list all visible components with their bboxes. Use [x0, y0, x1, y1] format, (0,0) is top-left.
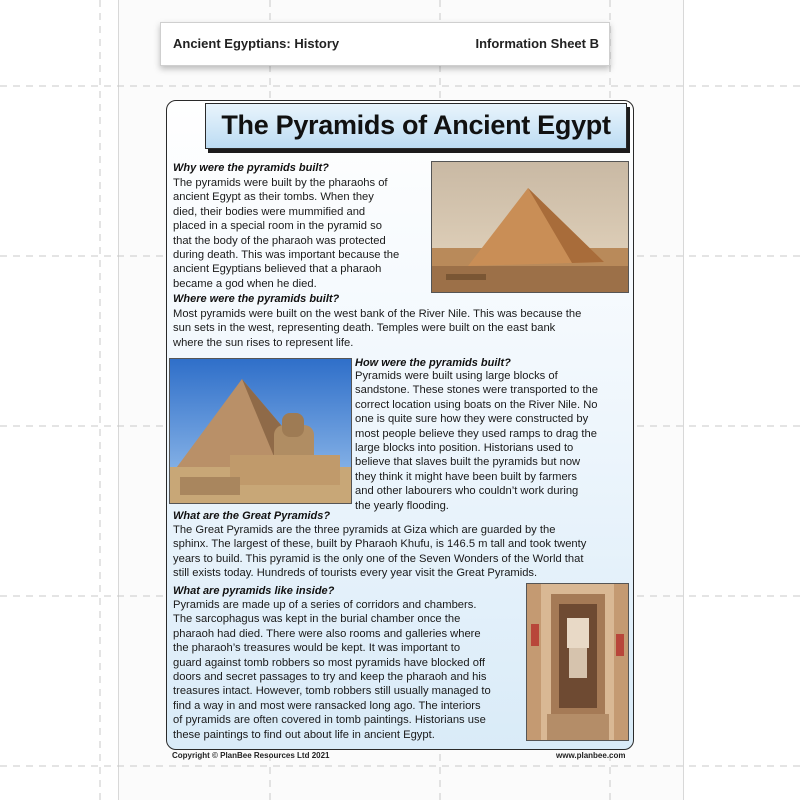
text-line: became a god when he died. — [173, 277, 317, 290]
page-title: The Pyramids of Ancient Egypt — [221, 110, 611, 140]
text-line: guard against tomb robbers so most pyramids have blocked off — [173, 656, 485, 669]
text-line: find a way in and most were ransacked long ago. The interiors — [173, 699, 481, 712]
text-line: of pyramids are often covered in tomb paintings. Historians use — [173, 714, 486, 727]
text-line: they think it might have been built by farmers — [355, 470, 577, 483]
text-line: these paintings to find out about life in ancient Egypt. — [173, 728, 435, 741]
text-line: and other labourers who couldn’t work during — [355, 485, 579, 498]
text-line: Pyramids were built using large blocks of — [355, 370, 558, 382]
text-line: Pyramids are made up of a series of corridors and chambers. — [173, 599, 477, 611]
text-line: the yearly flooding. — [355, 499, 449, 512]
text-line: treasures intact. However, tomb robbers still usually managed to — [173, 685, 491, 698]
footer-copyright: Copyright © PlanBee Resources Ltd 2021 — [172, 751, 330, 760]
section-text-inside — [173, 598, 523, 742]
section-text-why — [173, 176, 429, 291]
text-line: one is quite sure how they were constructed by — [355, 413, 589, 426]
header-box — [160, 22, 610, 66]
section-heading-why: Why were the pyramids built? — [173, 162, 329, 174]
section-heading-great-pyramids: What are the Great Pyramids? — [173, 510, 331, 522]
text-line: The pyramids were built by the pharaohs of — [173, 177, 388, 189]
title-bar — [205, 103, 627, 149]
footer-website: www.planbee.com — [556, 751, 626, 760]
tomb-interior-photo — [526, 583, 629, 741]
section-text-how — [355, 369, 631, 513]
text-line: correct location using boats on the River Nile. No — [355, 398, 598, 411]
header-subject: Ancient Egyptians: History — [173, 36, 340, 51]
header-sheet-label: Information Sheet B — [475, 36, 599, 51]
text-line: placed in a special room in the pyramid so — [173, 220, 382, 233]
text-line: The Great Pyramids are the three pyramids at Giza which are guarded by the — [173, 524, 556, 536]
text-line: large blocks into position. Historians used to — [355, 442, 574, 455]
text-line: where the sun rises to represent life. — [173, 336, 354, 349]
text-line: believe that slaves built the pyramids but now — [355, 456, 581, 469]
text-line: most people believe they used ramps to drag the — [355, 427, 597, 440]
text-line: ancient Egypt as their tombs. When they — [173, 191, 374, 204]
section-text-where — [173, 307, 628, 350]
text-line: years to build. This pyramid is the only one of the Seven Wonders of the World that — [173, 552, 584, 565]
text-line: during death. This was important because the — [173, 249, 400, 262]
great-pyramid-photo — [431, 161, 629, 293]
text-line: ancient Egyptians believed that a pharaoh — [173, 263, 382, 276]
section-heading-how: How were the pyramids built? — [355, 357, 511, 369]
text-line: the pharaoh’s treasures would be kept. It was important to — [173, 642, 461, 655]
section-text-great-pyramids — [173, 523, 628, 581]
text-line: Most pyramids were built on the west bank of the River Nile. This was because the — [173, 308, 582, 320]
text-line: pharaoh had died. There were also rooms and galleries where — [173, 627, 481, 640]
text-line: doors and secret passages to try and keep the pharaoh and his — [173, 671, 487, 684]
text-line: still exists today. Hundreds of tourists every year visit the Great Pyramids. — [173, 567, 538, 580]
text-line: that the body of the pharaoh was protected — [173, 234, 386, 247]
text-line: sandstone. These stones were transported to the — [355, 384, 598, 397]
section-heading-where: Where were the pyramids built? — [173, 293, 340, 305]
text-line: The sarcophagus was kept in the burial chamber once the — [173, 613, 461, 626]
text-line: died, their bodies were mummified and — [173, 205, 366, 218]
section-heading-inside: What are pyramids like inside? — [173, 585, 335, 597]
text-line: sphinx. The largest of these, built by Pharaoh Khufu, is 146.5 m tall and took twenty — [173, 538, 587, 551]
text-line: sun sets in the west, representing death. Temples were built on the east bank — [173, 322, 556, 335]
sphinx-photo — [169, 358, 352, 504]
